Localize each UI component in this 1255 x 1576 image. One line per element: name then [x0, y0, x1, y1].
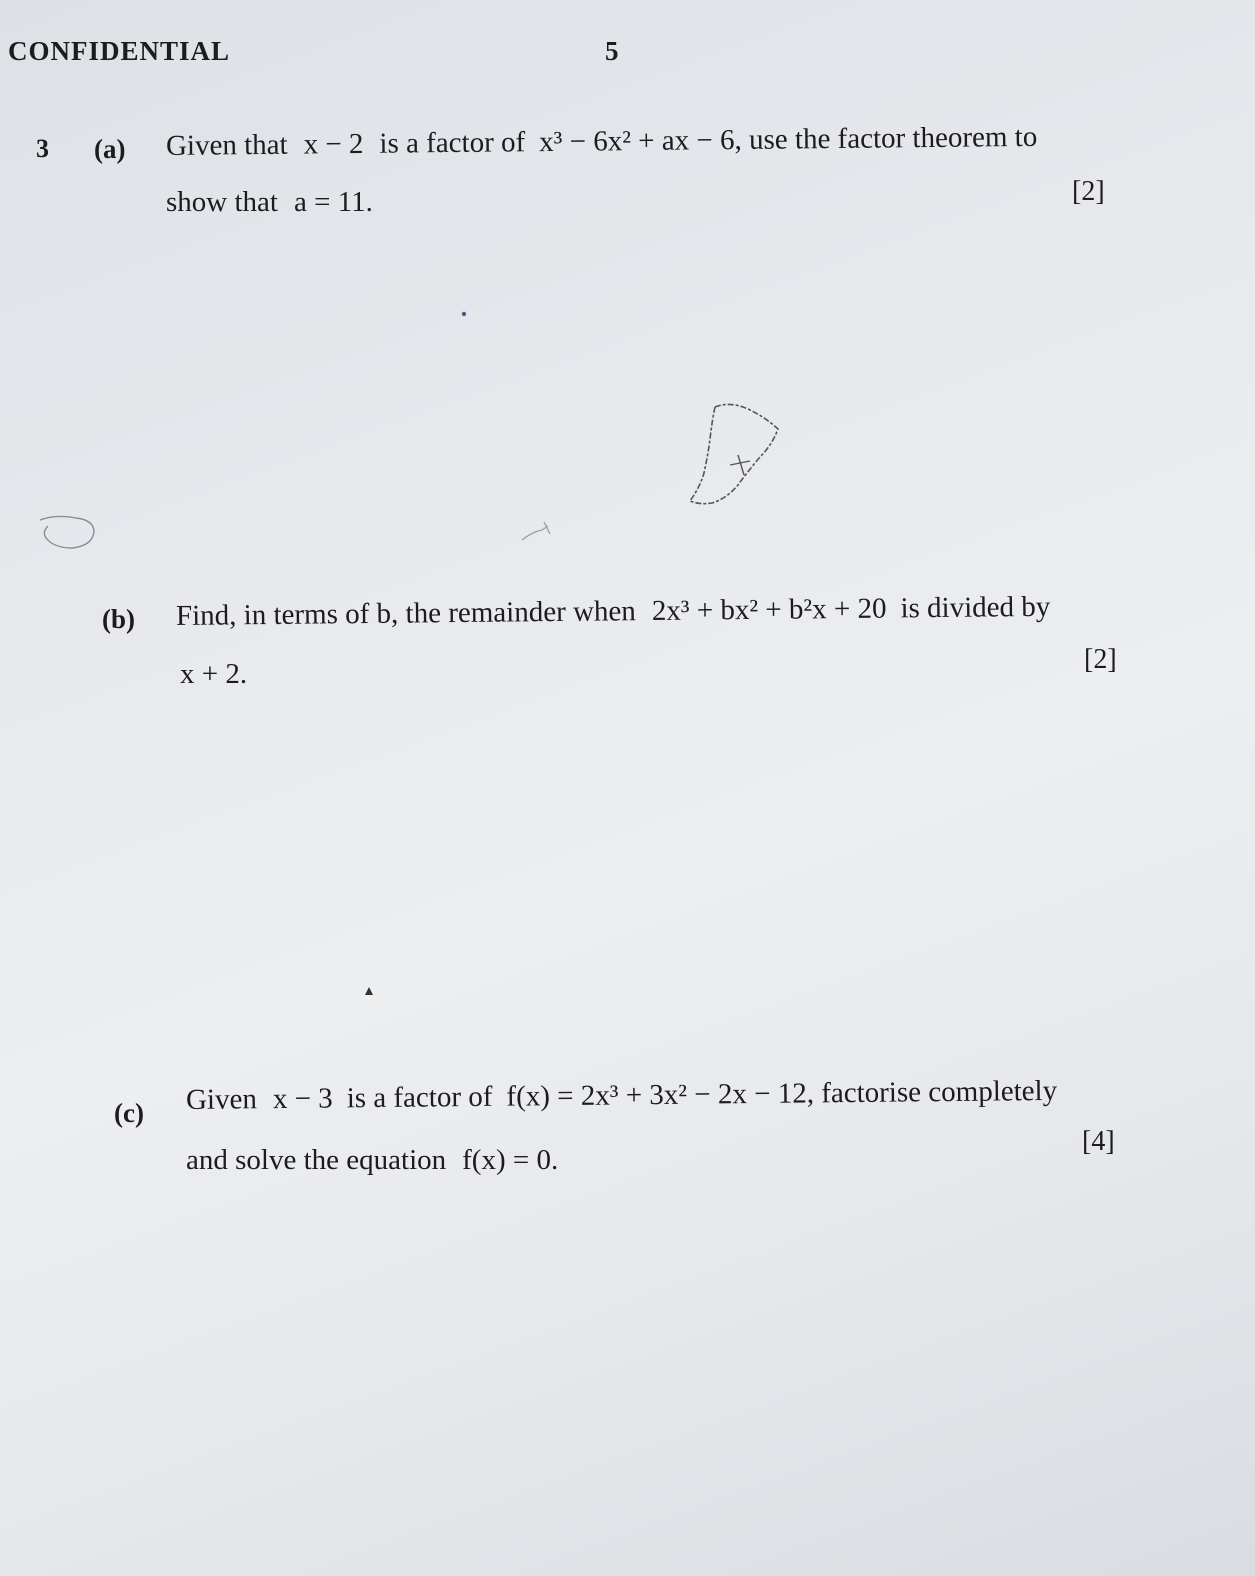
part-c-text-solve: and solve the equation	[186, 1144, 447, 1176]
part-c-label: (c)	[114, 1098, 144, 1128]
part-b-text-divided: is divided by	[900, 590, 1051, 625]
part-c-text-factorise: , factorise completely	[806, 1074, 1058, 1110]
part-b-marks: [2]	[1084, 644, 1117, 675]
part-c-equation: f(x) = 0.	[462, 1144, 559, 1176]
part-a-text-given: Given that	[165, 128, 288, 162]
pencil-scribble-shape	[660, 395, 800, 515]
pencil-scribble-loop	[36, 508, 106, 558]
question-number: 3	[36, 134, 49, 163]
part-a-text-use: , use the factor theorem to	[734, 120, 1038, 157]
part-b-divisor: x + 2.	[180, 658, 248, 690]
pencil-dot	[458, 308, 470, 320]
pencil-dot-2	[362, 984, 376, 998]
page-number: 5	[605, 36, 619, 66]
part-b-line1	[176, 591, 1051, 633]
part-a-text-factor-of: is a factor of	[379, 126, 526, 160]
part-c-line1	[186, 1075, 1058, 1117]
part-a-result: a = 11.	[293, 186, 373, 218]
part-b-polynomial: 2x³ + bx² + b²x + 20	[651, 592, 887, 628]
part-a-polynomial: x³ − 6x² + ax − 6	[539, 124, 735, 159]
part-b-label: (b)	[102, 604, 135, 634]
part-c-factor-expr: x − 3	[272, 1082, 333, 1116]
part-c-text-given: Given	[185, 1083, 258, 1116]
part-c-marks: [4]	[1082, 1126, 1115, 1157]
part-a-marks: [2]	[1072, 176, 1105, 207]
part-b-text-find: Find, in terms of b, the remainder when	[175, 595, 637, 632]
part-b-line2	[180, 658, 247, 691]
part-c-text-factor-of: is a factor of	[346, 1080, 493, 1115]
part-a-factor-expr: x − 2	[303, 127, 364, 161]
part-a-label: (a)	[94, 134, 126, 164]
confidential-header: CONFIDENTIAL	[8, 36, 231, 66]
part-a-line1	[166, 121, 1038, 163]
part-a-text-show: show that	[166, 186, 278, 218]
part-a-line2	[166, 186, 373, 219]
pencil-scribble-small	[518, 518, 558, 548]
part-c-line2	[186, 1144, 558, 1177]
part-c-function: f(x) = 2x³ + 3x² − 2x − 12	[506, 1077, 807, 1113]
